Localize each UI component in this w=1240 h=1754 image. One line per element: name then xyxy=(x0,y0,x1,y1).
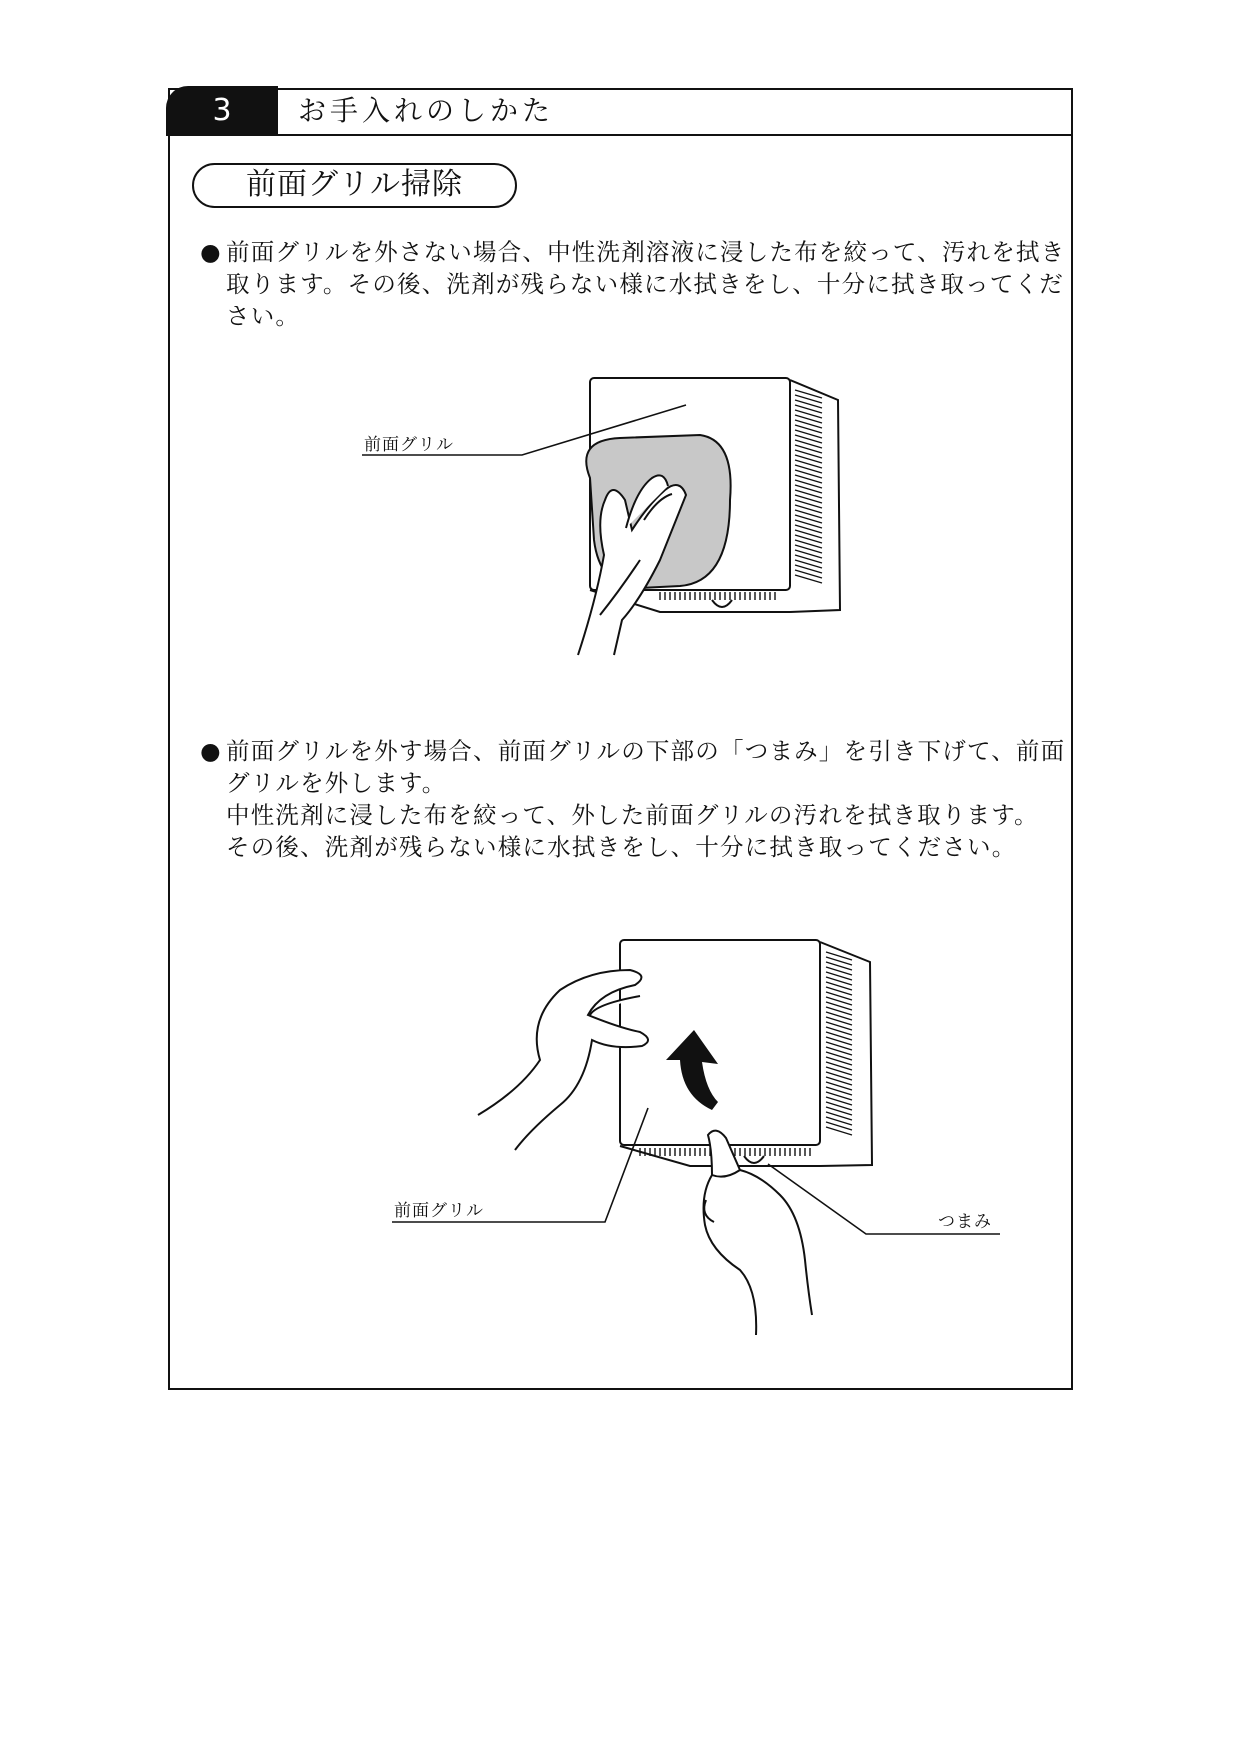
subsection-title: 前面グリル掃除 xyxy=(192,163,517,208)
front-grille-panel xyxy=(620,940,820,1145)
para2-line2: グリルを外します。 xyxy=(226,769,447,797)
unit-side xyxy=(820,942,872,1166)
section-heading: お手入れのしかた xyxy=(298,94,555,127)
arrow-up-icon xyxy=(666,1030,718,1110)
para2-line1: 前面グリルを外す場合、前面グリルの下部の「つまみ」を引き下げて、前面 xyxy=(226,737,1066,765)
para1-line3: さい。 xyxy=(226,302,301,330)
left-hand-icon xyxy=(478,970,648,1150)
label-knob: つまみ xyxy=(938,1212,992,1232)
para1-line1: 前面グリルを外さない場合、中性洗剤溶液に浸した布を絞って、汚れを拭き xyxy=(226,238,1066,266)
bullet-icon: ● xyxy=(200,737,222,765)
label-front-grille-2: 前面グリル xyxy=(394,1201,484,1221)
section-number: 3 xyxy=(166,86,278,136)
knob-icon xyxy=(744,1156,764,1163)
label-front-grille-1: 前面グリル xyxy=(364,435,454,455)
bullet-icon: ● xyxy=(200,238,222,266)
para2-line3: 中性洗剤に浸した布を絞って、外した前面グリルの汚れを拭き取ります。 xyxy=(226,801,1039,829)
para1-line2: 取ります。その後、洗剤が残らない様に水拭きをし、十分に拭き取ってくだ xyxy=(226,270,1064,298)
para2-line4: その後、洗剤が残らない様に水拭きをし、十分に拭き取ってください。 xyxy=(226,833,1017,861)
side-louver xyxy=(826,952,852,1135)
